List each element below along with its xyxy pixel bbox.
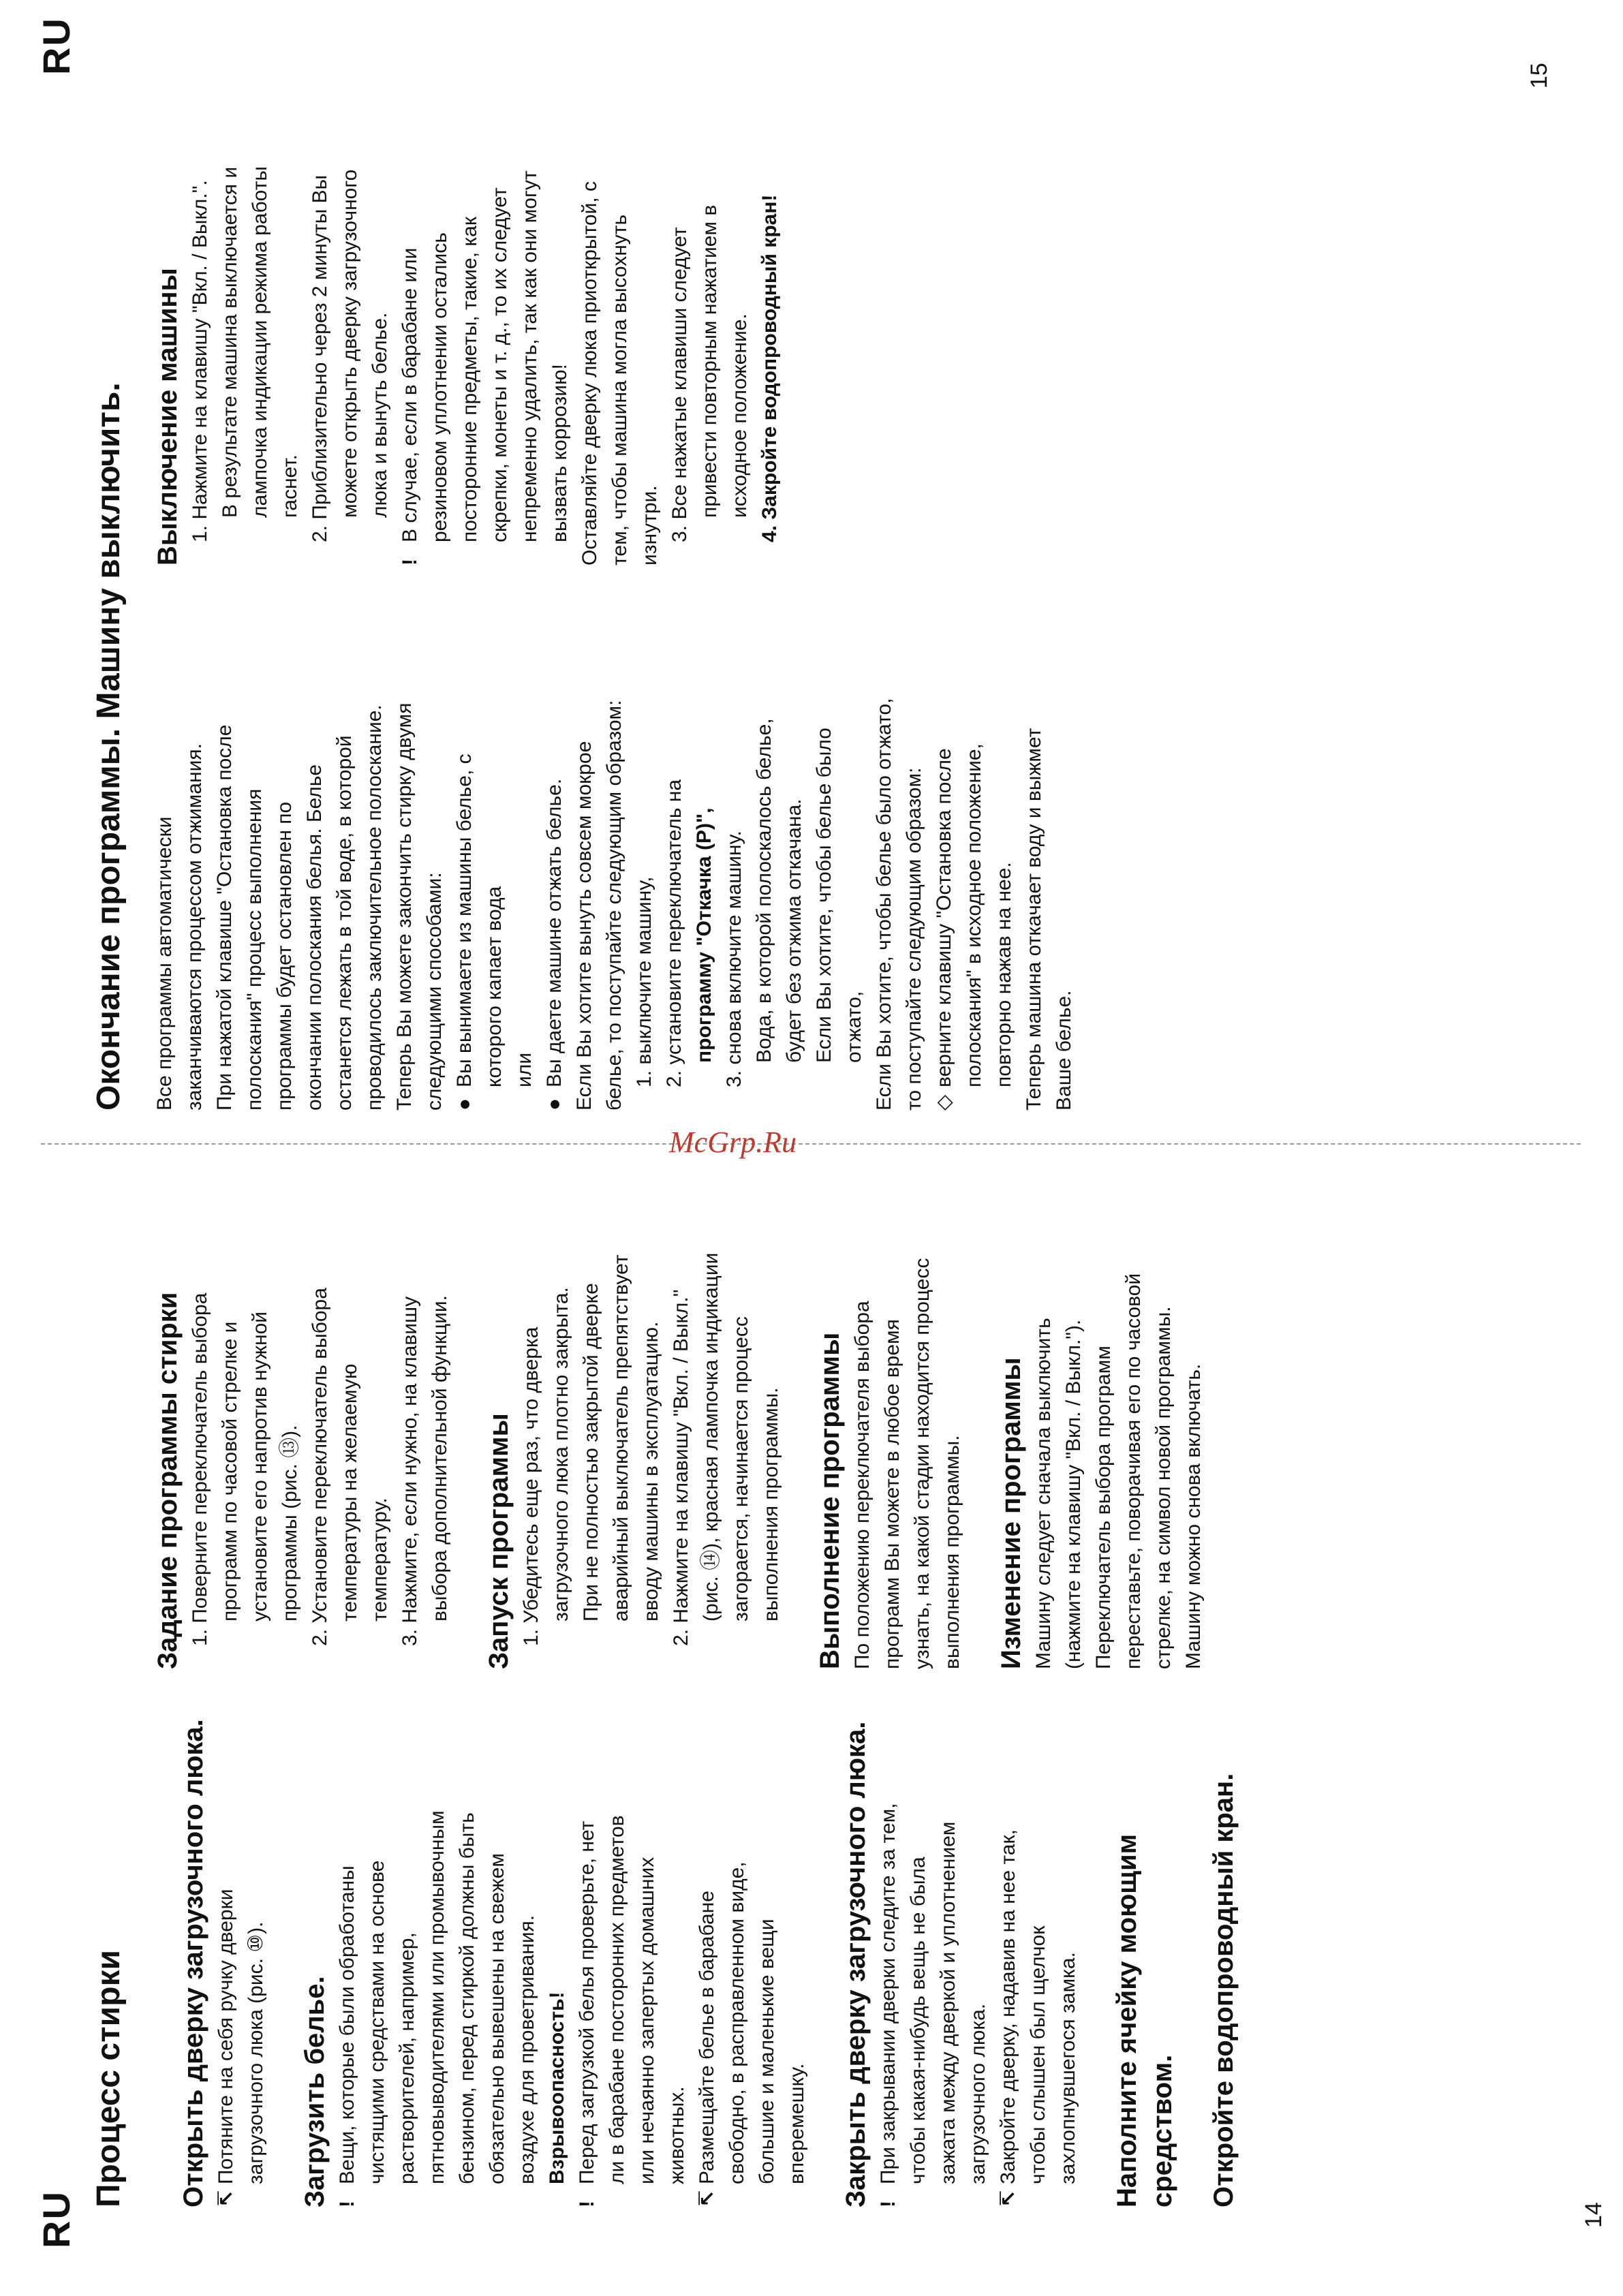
heading-set-program: Задание программы стирки xyxy=(153,1292,183,1669)
left-column-1: Процесс стирки Открыть дверку загрузочного люка. ↸Потяните на себя ручку дверки загрузочного люка (рис. ⑩). Загрузить белье. !Вещи, которые были обработаны чистящими средствами на основе растворителей, например, пятновыводителями или промывочным бензином, перед стиркой должны быть обязательно вывешены на свежем воздухе для проветривания. Взрывоопасность! !Перед загрузкой белья проверьте, нет ли в барабане посторонних предметов или нечаянно запертых домашних животных. ↸Размещайте белье в барабане свободно, в расправленном виде, большие и маленькие вещи вперемешку. Закрыть дверку загрузочного люка. !При закрывании дверки следите за тем, чтобы какая-нибудь вещь не была зажата между дверкой и уплотнением загрузочного люка. ↸Закройте дверку, надавив на нее так, чтобы слышен был щелчок захлопнувшегося замка. Наполните ячейку моющим средством. Откройте водопроводный кран. xyxy=(89,1703,1241,2207)
page-title-right: Окончание программы. Машину выключить. xyxy=(91,382,127,1111)
hint-icon: ↸ xyxy=(215,2190,237,2207)
warning-icon: ! xyxy=(336,2201,358,2207)
right-column-1: Окончание программы. Машину выключить. Все программы автоматически заканчиваются процессом отжимания. При нажатой клавише "Остановка после полоскания" процесс выполнения программы будет остановлен по окончании полоскания белья. Белье останется лежать в той воде, в которой проводилось заключительное полоскание. Теперь Вы можете закончить стирку двумя следующими способами: ●Вы вынимаете из машины белье, с которого капает вода или ●Вы даете машине отжать белье. Если Вы хотите вынуть совсем мокрое белье, то поступайте следующим образом: 1. выключите машину, 2. установите переключатель на программу "Откачка (P)", 3. снова включите машину. Вода, в которой полоскалось белье, будет без отжима откачана. Если Вы хотите, чтобы белье было отжато, Если Вы хотите, чтобы белье было отжато, то поступайте следующим образом: ◇верните клавишу "Остановка после полоскания" в исходное положение, повторно нажав на нее. Теперь машина откачает воду и выжмет Ваше белье. xyxy=(89,593,1079,1111)
page-number-left: 14 xyxy=(1581,2202,1607,2228)
page-fold-divider xyxy=(41,1142,1581,1145)
warning-icon: ! xyxy=(576,2201,598,2207)
heading-change-program: Изменение программы xyxy=(996,1357,1026,1669)
bullet-icon: ● xyxy=(453,1098,476,1111)
lang-label-right: RU xyxy=(35,17,78,75)
page-title-left: Процесс стирки xyxy=(91,1950,127,2207)
left-column-2: Задание программы стирки 1. Поверните переключатель выбора программ по часовой стрелке и установите его напротив нужной программы (рис. ⑬). 2. Установите переключатель выбора температуры на желаемую температуру. 3. Нажмите, если нужно, на клавишу выбора дополнительной функции. Запуск программы 1. Убедитесь еще раз, что дверка загрузочного люка плотно закрыта. При не полностью закрытой дверке аварийный выключатель препятствует вводу машины в эксплуатацию. 2. Нажмите на клавишу "Вкл. / Выкл." (рис. ⑭), красная лампочка индикации загорается, начинается процесс выполнения программы. Выполнение программы По положению переключателя выбора программ Вы можете в любое время узнать, на какой стадии находится процесс выполнения программы. Изменение программы Машину следует сначала выключить (нажмите на клавишу "Вкл. / Выкл."). Переключатель выбора программ переставьте, поворачивая его по часовой стрелке, на символ новой программы. Машину можно снова включать. xyxy=(150,1165,1209,1669)
heading-load-laundry: Загрузить белье. xyxy=(300,1976,330,2207)
heading-run-program: Выполнение программы xyxy=(815,1332,845,1669)
diamond-icon: ◇ xyxy=(933,1094,955,1111)
explosion-warning: Взрывоопасность! xyxy=(546,1991,568,2184)
heading-switch-off: Выключение машины xyxy=(153,268,183,565)
warning-icon: ! xyxy=(877,2201,899,2207)
heading-start-program: Запуск программы xyxy=(484,1413,514,1669)
hint-icon: ↸ xyxy=(696,2190,718,2207)
heading-fill-detergent: Наполните ячейку моющим средством. xyxy=(1112,1833,1177,2207)
lang-label-left: RU xyxy=(35,2190,78,2248)
warning-icon: ! xyxy=(399,559,421,565)
right-column-2: Выключение машины 1. Нажмите на клавишу "Вкл. / Выкл.". В результате машина выключается и лампочка индикации режима работы гаснет. 2. Приблизительно через 2 минуты Вы можете открыть дверку загрузочного люка и вынуть белье. !В случае, если в барабане или резиновом уплотнении остались посторонние предметы, такие, как скрепки, монеты и т. д., то их следует непременно удалить, так как они могут вызвать коррозию! Оставляйте дверку люка приоткрытой, с тем, чтобы машина могла высохнуть изнутри. 3. Все нажатые клавиши следует привести повторным нажатием в исходное положение. 4. Закройте водопроводный кран! xyxy=(150,61,785,565)
heading-close-door: Закрыть дверку загрузочного люка. xyxy=(841,1721,871,2207)
heading-open-tap: Откройте водопроводный кран. xyxy=(1209,1773,1239,2207)
close-tap-instruction: 4. Закройте водопроводный кран! xyxy=(758,194,781,542)
watermark: McGrp.Ru xyxy=(669,1126,797,1160)
page-number-right: 15 xyxy=(1526,63,1552,89)
heading-open-door: Открыть дверку загрузочного люка. xyxy=(179,1719,208,2207)
hint-icon: ↸ xyxy=(997,2190,1019,2207)
bullet-icon: ● xyxy=(543,1098,566,1111)
